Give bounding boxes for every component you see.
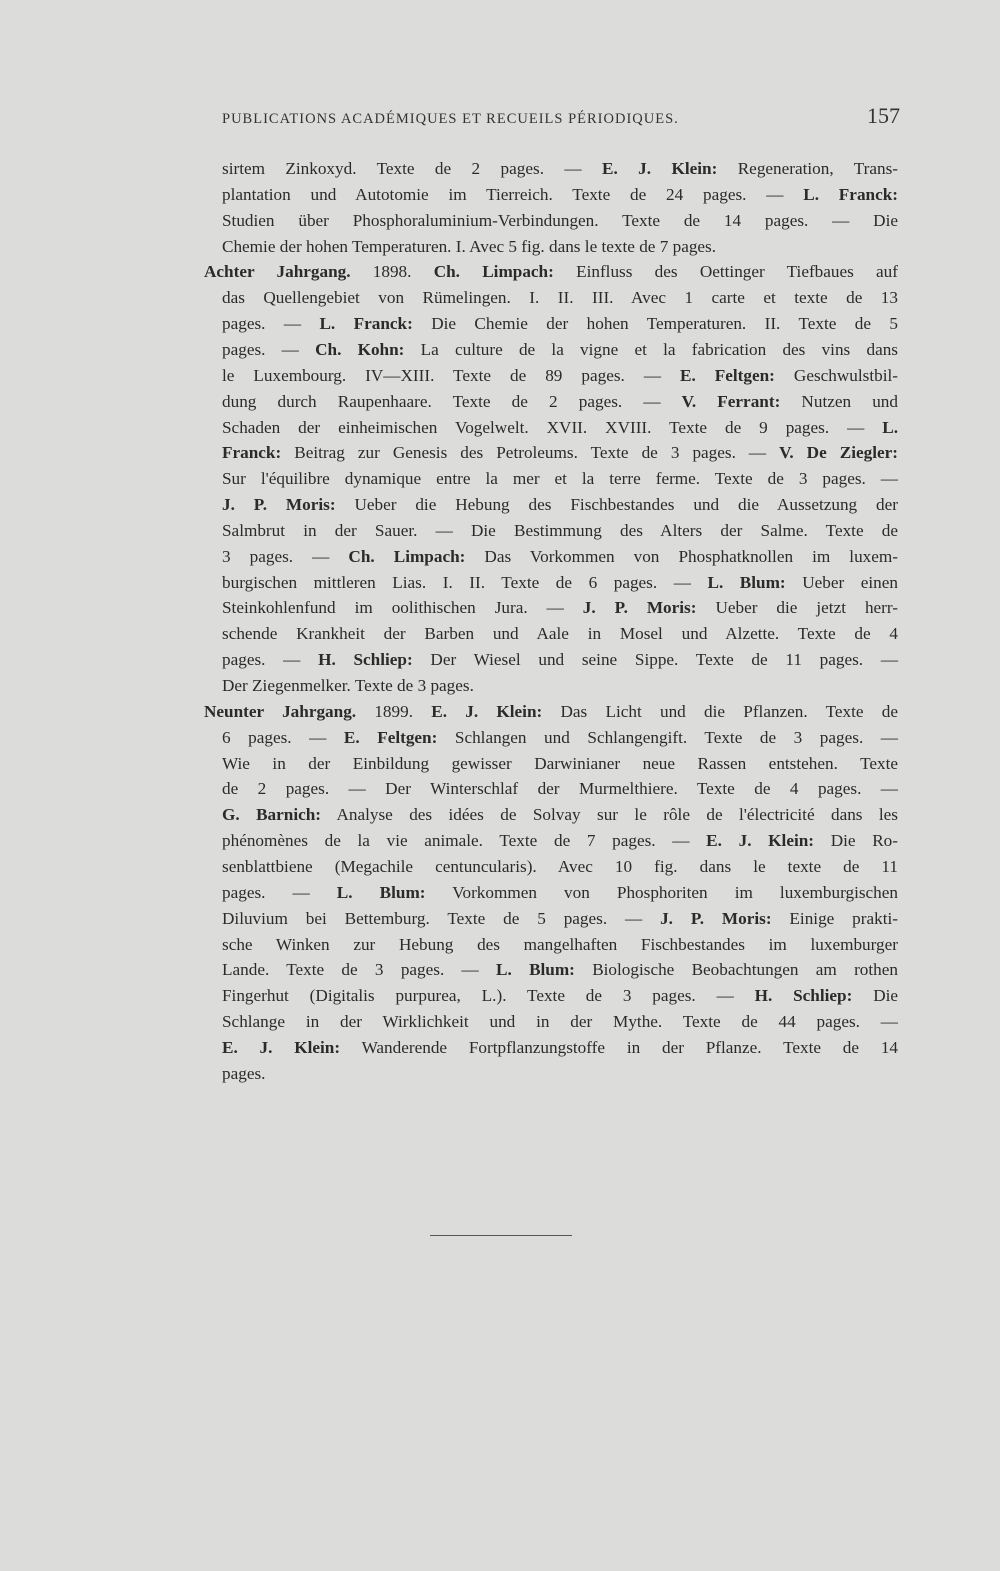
text-segment: le Luxembourg. IV—XIII. Texte de 89 pages. — <box>222 365 681 385</box>
text-line <box>222 208 898 234</box>
text-line <box>222 751 898 777</box>
author-name: L. Blum: <box>707 572 786 592</box>
text-line <box>222 389 898 415</box>
author-name: Ch. Limpach: <box>348 546 466 566</box>
text-line <box>222 854 898 880</box>
text-segment: das Quellengebiet von Rümelingen. I. II. III. Avec 1 carte et texte de 13 <box>222 288 898 308</box>
text-segment: 1898. <box>350 262 434 282</box>
text-line <box>204 699 898 725</box>
author-name: J. P. Moris: <box>582 598 697 618</box>
text-line <box>222 1035 898 1061</box>
author-name: H. Schliep: <box>754 986 853 1006</box>
text-segment: Ueber einen <box>785 572 898 592</box>
text-segment: Biologische Beobachtungen am rothen <box>574 960 898 980</box>
text-segment: Die <box>852 986 899 1006</box>
author-name: Franck: <box>222 443 282 463</box>
author-name: E. J. Klein: <box>602 159 718 178</box>
text-line <box>222 337 898 363</box>
text-segment: Wie in der Einbildung gewisser Darwinianer neue Rassen entstehen. Texte <box>222 753 898 773</box>
text-segment: Fingerhut (Digitalis purpurea, L.). Texte de 3 pages. — <box>222 986 755 1006</box>
text-segment: Ueber die jetzt herr- <box>696 598 898 618</box>
text-line <box>222 957 898 983</box>
text-segment: Ueber die Hebung des Fischbestandes und die Aussetzung der <box>335 495 898 515</box>
text-segment: dung durch Raupenhaare. Texte de 2 pages. — <box>222 391 682 411</box>
text-segment: Der Ziegenmelker. Texte de 3 pages. <box>222 676 474 695</box>
text-line <box>222 570 898 596</box>
text-segment: Schlange in der Wirklichkeit und in der Mythe. Texte de 44 pages. — <box>222 1012 898 1032</box>
text-segment: 3 pages. — <box>222 546 349 566</box>
text-line <box>222 234 898 260</box>
text-line <box>222 182 898 208</box>
text-segment: de 2 pages. — Der Winterschlaf der Murmelthiere. Texte de 4 pages. — <box>222 779 898 799</box>
text-line <box>222 1061 898 1087</box>
text-line <box>222 311 898 337</box>
text-segment: Einfluss des Oettinger Tiefbaues auf <box>553 262 899 282</box>
author-name: Ch. Kohn: <box>315 339 405 359</box>
text-segment: 1899. <box>356 701 432 721</box>
text-line <box>222 983 898 1009</box>
text-segment: La culture de la vigne et la fabrication des vins dans <box>404 339 898 359</box>
text-line <box>222 1009 898 1035</box>
author-name: E. Feltgen: <box>680 365 775 385</box>
author-name: E. J. Klein: <box>706 831 815 851</box>
author-name: Achter Jahrgang. <box>204 262 351 282</box>
text-segment: Schaden der einheimischen Vogelwelt. XVII. XVIII. Texte de 9 pages. — <box>222 417 883 437</box>
text-segment: pages. <box>222 1063 266 1083</box>
text-segment: pages. — <box>222 314 320 334</box>
text-line <box>222 595 898 621</box>
text-segment: Schlangen und Schlangengift. Texte de 3 pages. — <box>437 727 898 747</box>
text-segment: pages. — <box>222 650 319 670</box>
text-segment: Nutzen und <box>780 391 898 411</box>
text-segment: sche Winken zur Hebung des mangelhaften Fischbestandes im luxemburger <box>222 934 898 954</box>
author-name: L. Franck: <box>803 184 899 204</box>
author-name: G. Barnich: <box>222 805 322 825</box>
text-segment: Die Chemie der hohen Temperaturen. II. Texte de 5 <box>412 314 898 334</box>
author-name: L. Blum: <box>496 960 575 980</box>
author-name: Ch. Limpach: <box>433 262 554 282</box>
author-name: L. Blum: <box>336 882 426 902</box>
text-segment: Salmbrut in der Sauer. — Die Bestimmung des Alters der Salme. Texte de <box>222 520 898 540</box>
text-line <box>222 285 898 311</box>
text-segment: phénomènes de la vie animale. Texte de 7 pages. — <box>222 831 707 851</box>
text-line <box>222 880 898 906</box>
text-segment: schende Krankheit der Barben und Aale in Mosel und Alzette. Texte de 4 <box>222 624 898 644</box>
text-segment: Steinkohlenfund im oolithischen Jura. — <box>222 598 583 618</box>
text-segment: burgischen mittleren Lias. I. II. Texte de 6 pages. — <box>222 572 708 592</box>
text-segment: Studien über Phosphoraluminium-Verbindungen. Texte de 14 pages. — Die <box>222 210 898 230</box>
text-segment: Der Wiesel und seine Sippe. Texte de 11 pages. — <box>412 650 899 670</box>
text-segment: plantation und Autotomie im Tierreich. Texte de 24 pages. — <box>222 184 804 204</box>
author-name: J. P. Moris: <box>660 908 772 928</box>
author-name: V. De Ziegler: <box>779 443 898 463</box>
author-name: Neunter Jahrgang. <box>204 701 357 721</box>
text-line <box>222 776 898 802</box>
text-line <box>222 932 898 958</box>
text-line <box>222 621 898 647</box>
text-segment: Beitrag zur Genesis des Petroleums. Texte de 3 pages. — <box>281 443 780 463</box>
text-line <box>222 440 898 466</box>
text-segment: Analyse des idées de Solvay sur le rôle de l'électricité dans les <box>321 805 898 825</box>
text-line <box>222 673 898 699</box>
text-segment: Einige prakti- <box>771 908 898 928</box>
text-segment: Regeneration, Trans- <box>717 159 898 178</box>
text-segment: 6 pages. — <box>222 727 344 747</box>
text-line <box>222 492 898 518</box>
text-segment: Das Licht und die Pflanzen. Texte de <box>542 701 899 721</box>
text-line <box>222 518 898 544</box>
author-name: E. J. Klein: <box>222 1037 341 1057</box>
text-line <box>222 647 898 673</box>
section-divider <box>430 1235 572 1236</box>
text-line <box>222 466 898 492</box>
text-segment: Lande. Texte de 3 pages. — <box>222 960 497 980</box>
text-segment: Diluvium bei Bettemburg. Texte de 5 pages. — <box>222 908 661 928</box>
author-name: E. J. Klein: <box>431 701 543 721</box>
author-name: J. P. Moris: <box>222 495 336 515</box>
text-segment: Das Vorkommen von Phosphatknollen im luxem- <box>465 546 898 566</box>
text-line <box>222 725 898 751</box>
text-segment: Wanderende Fortpflanzungstoffe in der Pflanze. Texte de 14 <box>340 1037 898 1057</box>
text-segment: sirtem Zinkoxyd. Texte de 2 pages. — <box>222 159 602 178</box>
header-title: PUBLICATIONS ACADÉMIQUES ET RECUEILS PÉRIODIQUES. <box>222 111 679 127</box>
author-name: L. <box>882 417 898 437</box>
text-line <box>222 906 898 932</box>
text-line <box>222 802 898 828</box>
text-segment: Chemie der hohen Temperaturen. I. Avec 5 fig. dans le texte de 7 pages. <box>222 236 717 256</box>
text-line <box>222 828 898 854</box>
text-line <box>222 544 898 570</box>
text-segment: Geschwulstbil- <box>774 365 898 385</box>
text-segment: Sur l'équilibre dynamique entre la mer et la terre ferme. Texte de 3 pages. — <box>222 469 898 489</box>
running-header <box>222 103 900 137</box>
text-line <box>222 156 898 182</box>
author-name: L. Franck: <box>319 314 413 334</box>
text-line <box>222 363 898 389</box>
author-name: V. Ferrant: <box>681 391 781 411</box>
author-name: H. Schliep: <box>318 650 413 670</box>
author-name: E. Feltgen: <box>343 727 438 747</box>
text-segment: Die Ro- <box>814 831 898 851</box>
text-line <box>222 415 898 441</box>
text-segment: pages. — <box>222 339 316 359</box>
text-segment: Vorkommen von Phosphoriten im luxemburgischen <box>425 882 898 902</box>
text-line <box>204 259 898 285</box>
text-segment: pages. — <box>222 882 337 902</box>
page-number: 157 <box>867 103 900 128</box>
text-segment: senblattbiene (Megachile centuncularis). Avec 10 fig. dans le texte de 11 <box>222 856 898 876</box>
